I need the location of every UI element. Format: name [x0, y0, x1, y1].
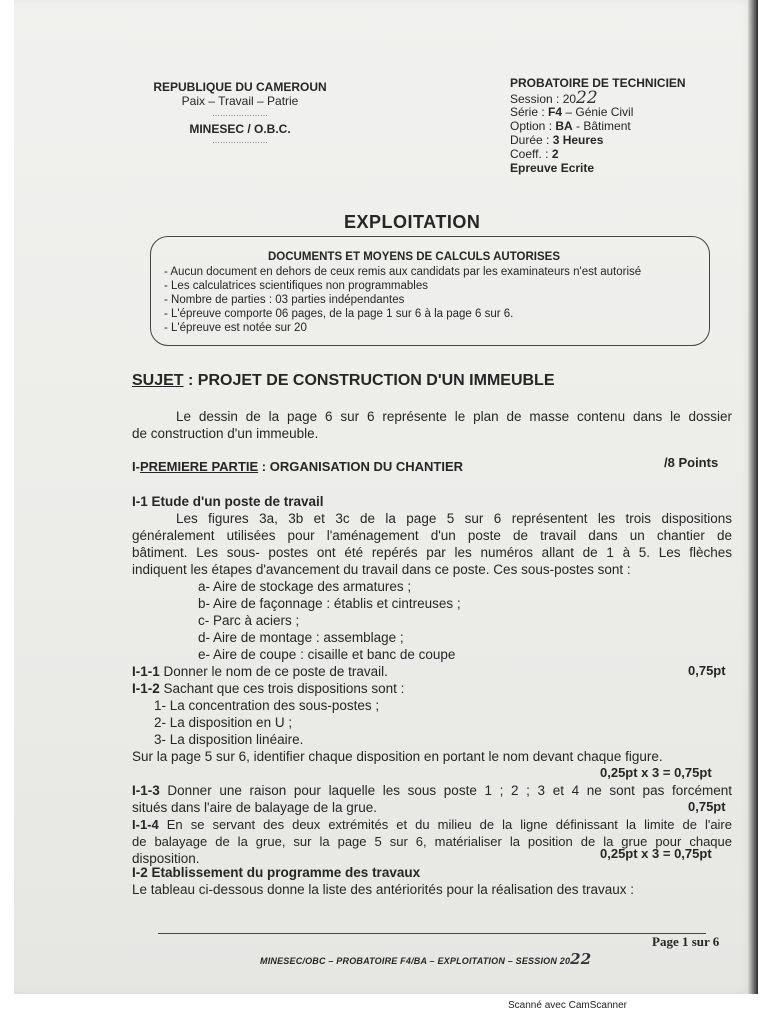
list-item: 1- La concentration des sous-postes ;: [154, 698, 380, 713]
scanned-page: [14, 0, 754, 994]
country-motto: Paix – Travail – Patrie: [181, 94, 299, 108]
list-item: d- Aire de montage : assemblage ;: [198, 630, 404, 645]
box-item: - Nombre de parties : 03 parties indépendantes: [164, 294, 405, 306]
serie-line: Série : F4 – Génie Civil: [510, 105, 634, 119]
page-number: Page 1 sur 6: [652, 934, 720, 949]
box-item: - Aucun document en dehors de ceux remis aux candidats par les examinateurs n'est autorisé: [164, 266, 642, 278]
section-text: Le tableau ci-dessous donne la liste des antériorités pour la réalisation des travaux :: [132, 882, 635, 897]
intro-line: de construction d'un immeuble.: [132, 426, 319, 441]
ministry-name: MINESEC / O.B.C.: [189, 122, 291, 136]
question-points: 0,25pt x 3 = 0,75pt: [600, 846, 712, 861]
session-line: Session : 2022: [510, 88, 598, 108]
handwritten-year: 22: [576, 88, 598, 108]
section-paragraph-line: bâtiment. Les sous- postes ont été repérés par les numéros allant de 1 à 5. Les flèches: [132, 545, 732, 560]
option-line: Option : BA - Bâtiment: [510, 119, 631, 133]
question-points: 0,75pt: [688, 663, 726, 678]
coefficient-line: Coeff. : 2: [510, 147, 559, 161]
separator-dots: …………………: [212, 109, 268, 118]
intro-line: Le dessin de la page 6 sur 6 représente le plan de masse contenu dans le dossier: [176, 409, 732, 424]
question: I-1-4 En se servant des deux extrémités et du milieu de la ligne définissant la limite de l'aire: [132, 817, 732, 832]
list-item: 3- La disposition linéaire.: [154, 732, 304, 747]
box-item: - L'épreuve comporte 06 pages, de la page 1 sur 6 à la page 6 sur 6.: [164, 308, 514, 320]
box-item: - Les calculatrices scientifiques non programmables: [164, 280, 428, 292]
box-item: - L'épreuve est notée sur 20: [164, 322, 307, 334]
exam-type: Epreuve Ecrite: [510, 161, 595, 175]
subject-heading: SUJET : PROJET DE CONSTRUCTION D'UN IMMEUBLE: [132, 372, 555, 389]
section-heading: I-2 Etablissement du programme des travaux: [132, 865, 421, 880]
exam-name: PROBATOIRE DE TECHNICIEN: [510, 76, 686, 90]
question: I-1-3 Donner une raison pour laquelle les sous poste 1 ; 2 ; 3 et 4 ne sont pas forcément: [132, 783, 732, 798]
section-heading: I-1 Etude d'un poste de travail: [132, 494, 324, 509]
question-line: de balayage de la grue, sur la page 5 sur 6, matérialiser la position de la grue pour chaque: [132, 834, 732, 849]
question: I-1-1 Donner le nom de ce poste de travail.: [132, 664, 388, 679]
document-title: EXPLOITATION: [344, 212, 481, 232]
handwritten-year: 22: [570, 950, 592, 968]
part-points: /8 Points: [664, 455, 719, 470]
question: I-1-2 Sachant que ces trois dispositions sont :: [132, 681, 405, 696]
list-item: c- Parc à aciers ;: [198, 613, 300, 628]
section-paragraph-line: indiquent les étapes d'avancement du travail dans ce poste. Ces sous-postes sont :: [132, 562, 631, 577]
question-points: 0,75pt: [688, 799, 726, 814]
list-item: 2- La disposition en U ;: [154, 715, 293, 730]
scanner-watermark: Scanné avec CamScanner: [508, 1000, 627, 1011]
list-item: a- Aire de stockage des armatures ;: [198, 579, 412, 594]
box-title: DOCUMENTS ET MOYENS DE CALCULS AUTORISES: [268, 251, 560, 263]
question-line: situés dans l'aire de balayage de la grue.: [132, 800, 377, 815]
part-heading: I-PREMIERE PARTIE : ORGANISATION DU CHANTIER: [132, 459, 464, 474]
country-name: REPUBLIQUE DU CAMEROUN: [153, 80, 327, 94]
list-item: b- Aire de façonnage : établis et cintreuses ;: [198, 596, 461, 611]
list-item: e- Aire de coupe : cisaille et banc de coupe: [198, 647, 456, 662]
question-points: 0,25pt x 3 = 0,75pt: [600, 765, 712, 780]
duration-line: Durée : 3 Heures: [510, 133, 604, 147]
footer-text: MINESEC/OBC – PROBATOIRE F4/BA – EXPLOITATION – SESSION 2022: [260, 950, 592, 968]
footer-rule: [158, 933, 706, 934]
section-paragraph-line: Les figures 3a, 3b et 3c de la page 5 sur 6 représentent les trois dispositions: [176, 511, 732, 526]
section-paragraph-line: généralement utilisées pour l'aménagement d'un poste de travail dans un chantier de: [132, 528, 732, 543]
question-line: disposition.: [132, 851, 200, 866]
question-instruction: Sur la page 5 sur 6, identifier chaque disposition en portant le nom devant chaque figure.: [132, 749, 663, 764]
separator-dots: …………………: [212, 136, 268, 145]
page-edge-shadow: [748, 0, 758, 994]
